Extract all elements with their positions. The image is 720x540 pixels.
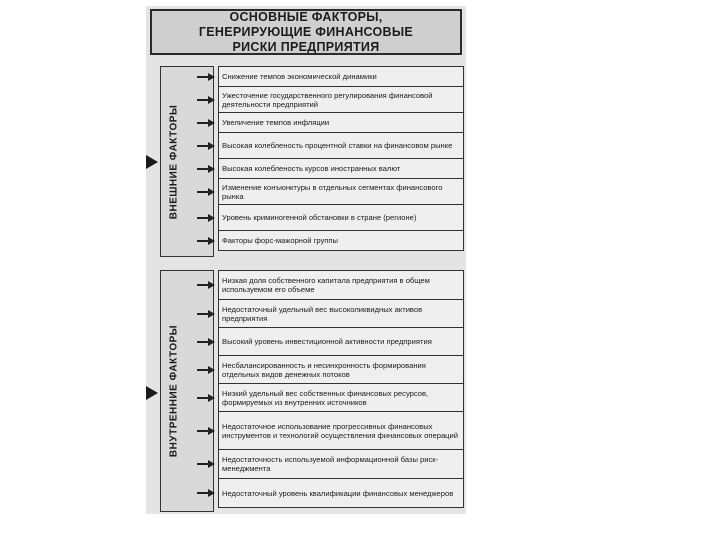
arrow-right-icon [197,214,215,222]
internal-factors-bar [160,270,214,512]
arrow-right-icon [197,96,215,104]
external-factor-item: Изменение конъюнктуры в отдельных сегментах финансового рынка [218,179,464,205]
external-factor-item: Ужесточение государственного регулирования финансовой деятельности предприятий [218,87,464,113]
internal-factors-list [214,270,464,508]
arrow-right-icon [197,338,215,346]
internal-factor-item: Низкий удельный вес собственных финансовых ресурсов, формируемых из внутренних источников [218,384,464,412]
arrow-right-icon [197,119,215,127]
internal-pointer-arrow-icon [146,386,158,400]
internal-factor-item: Недостаточный удельный вес высоколиквидных активов предприятия [218,300,464,328]
internal-factor-item: Недостаточное использование прогрессивных финансовых инструментов и технологий осуществления финансовых операций [218,412,464,450]
external-factor-item: Факторы форс-мажорной группы [218,231,464,251]
internal-factor-item: Недостаточность используемой информационной базы риск-менеджмента [218,450,464,479]
internal-factor-item: Высокий уровень инвестиционной активности предприятия [218,328,464,356]
arrow-right-icon [197,165,215,173]
arrow-right-icon [197,489,215,497]
external-factor-item: Увеличение темпов инфляции [218,113,464,133]
arrow-right-icon [197,366,215,374]
internal-factors-label: ВНУТРЕННИЕ ФАКТОРЫ [168,324,180,458]
external-factor-item: Снижение темпов экономической динамики [218,66,464,87]
diagram-title: ОСНОВНЫЕ ФАКТОРЫ, ГЕНЕРИРУЮЩИЕ ФИНАНСОВЫЕ РИСКИ ПРЕДПРИЯТИЯ [198,9,414,54]
arrow-right-icon [197,142,215,150]
external-factor-item: Высокая колебленость процентной ставки на финансовом рынке [218,133,464,159]
arrow-right-icon [197,281,215,289]
external-pointer-arrow-icon [146,155,158,169]
diagram-title-box [150,9,462,55]
external-factors-list [214,66,464,251]
external-factor-item: Высокая колебленость курсов иностранных валют [218,159,464,179]
arrow-right-icon [197,237,215,245]
arrow-right-icon [197,460,215,468]
arrow-right-icon [197,188,215,196]
arrow-right-icon [197,427,215,435]
internal-factor-item: Недостаточный уровень квалификации финансовых менеджеров [218,479,464,508]
arrow-right-icon [197,73,215,81]
arrow-right-icon [197,310,215,318]
external-factor-item: Уровень криминогенной обстановки в стране (регионе) [218,205,464,231]
arrow-right-icon [197,394,215,402]
external-factors-label: ВНЕШНИЕ ФАКТОРЫ [168,104,180,219]
internal-factor-item: Несбалансированность и несинхронность формирования отдельных видов денежных потоков [218,356,464,384]
internal-factor-item: Низкая доля собственного капитала предприятия в общем используемом его объеме [218,270,464,300]
